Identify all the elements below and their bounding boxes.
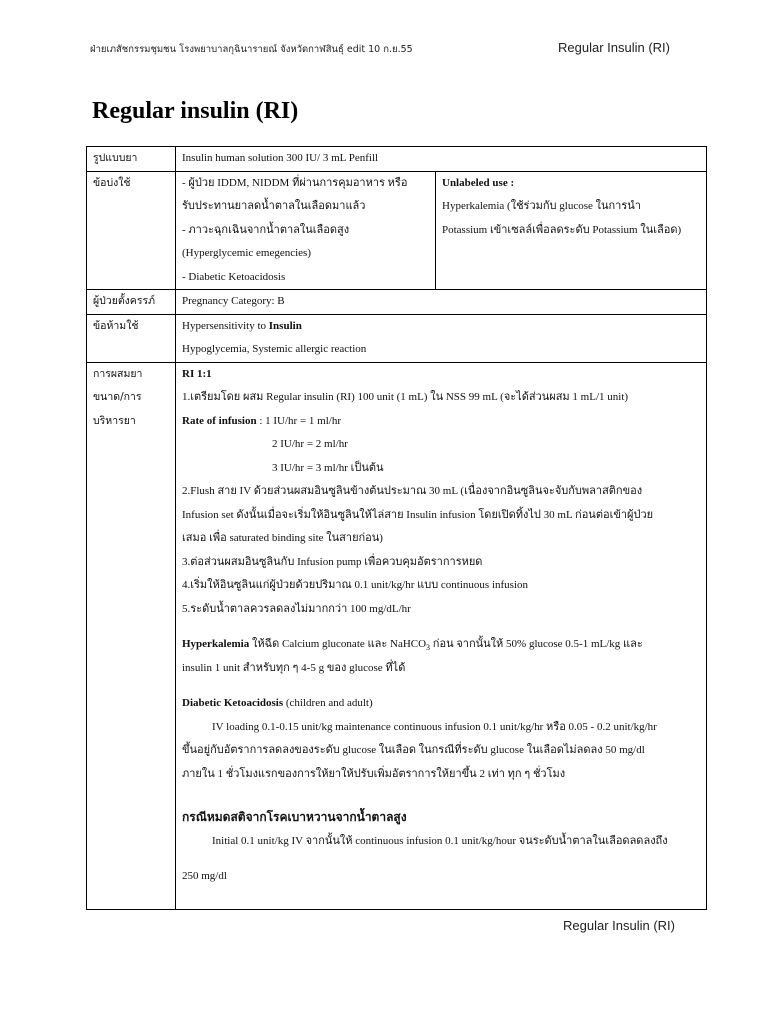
row-dosage-form	[87, 147, 707, 172]
dka-line: ขึ้นอยู่กับอัตราการลดลงของระดับ glucose ในเลือด ในกรณีที่ระดับ glucose ในเลือดไม่ลดลง 50 mg/dl	[182, 744, 645, 756]
contraindication-line	[182, 315, 700, 339]
dka-heading	[182, 692, 700, 716]
step-1: 1.เตรียมโดย ผสม Regular insulin (RI) 100 unit (1 mL) ใน NSS 99 mL (จะได้ส่วนผสม 1 mL/1 unit)	[182, 391, 629, 403]
label-administration-line: ขนาด/การ	[93, 391, 142, 403]
spacer	[182, 786, 700, 806]
administration-cell	[176, 362, 707, 909]
header-department: ฝ่ายเภสัชกรรมชุมชน โรงพยาบาลกุฉินารายณ์ จังหวัดกาฬสินธุ์ edit 10 ก.ย.55	[90, 44, 413, 55]
label-indications: ข้อบ่งใช้	[87, 171, 176, 290]
coma-line: 250 mg/dl	[182, 870, 227, 882]
contraindication-prefix: Hypersensitivity to	[182, 319, 269, 332]
spacer	[182, 853, 700, 865]
unlabeled-use-title: Unlabeled use :	[442, 176, 515, 189]
spacer	[182, 680, 700, 692]
spacer	[182, 889, 700, 909]
coma-line: Initial 0.1 unit/kg IV จากนั้นให้ continuous infusion 0.1 unit/kg/hour จนระดับน้ำตาลในเลือดลดลงถึง	[212, 834, 668, 847]
document-title: Regular insulin (RI)	[92, 98, 299, 124]
indication-line: - Diabetic Ketoacidosis	[182, 270, 286, 283]
label-pregnancy: ผู้ป่วยตั้งครรภ์	[87, 290, 176, 315]
hyperkalemia-text-a: ให้ฉีด Calcium gluconate และ NaHCO	[249, 638, 427, 650]
dosage-form-text: Insulin human solution 300 IU/ 3 mL Penfill	[176, 147, 707, 172]
dka-suffix: (children and adult)	[283, 697, 373, 709]
indication-line: - ผู้ป่วย IDDM, NIDDM ที่ผ่านการคุมอาหาร หรือ	[182, 176, 408, 189]
unlabeled-use	[436, 172, 706, 290]
drug-info-table	[86, 146, 707, 910]
coma-title: กรณีหมดสติจากโรคเบาหวานจากน้ำตาลสูง	[182, 810, 407, 824]
label-administration	[87, 362, 176, 909]
indication-line: - ภาวะฉุกเฉินจากน้ำตาลในเลือดสูง	[182, 223, 350, 236]
hyperkalemia-subscript: 3	[426, 643, 431, 653]
step-4: 4.เริ่มให้อินซูลินแก่ผู้ป่วยด้วยปริมาณ 0.1 unit/kg/hr แบบ continuous infusion	[182, 579, 529, 591]
page-footer: Regular Insulin (RI)	[563, 918, 675, 933]
rate-of-infusion-label: Rate of infusion	[182, 414, 257, 427]
row-administration	[87, 362, 707, 909]
contraindication-drug: Insulin	[268, 319, 302, 332]
unlabeled-use-line: Hyperkalemia (ใช้ร่วมกับ glucose ในการนำ	[442, 200, 641, 212]
dka-label: Diabetic Ketoacidosis	[182, 697, 284, 709]
step-5: 5.ระดับน้ำตาลควรลดลงไม่มากกว่า 100 mg/dL/hr	[182, 602, 411, 615]
indications-grid	[176, 172, 706, 290]
indication-line: (Hyperglycemic emegencies)	[182, 247, 311, 259]
dka-line: IV loading 0.1-0.15 unit/kg maintenance continuous infusion 0.1 unit/kg/hr หรือ 0.05 - 0.2 unit/kg/hr	[212, 720, 657, 733]
hyperkalemia-text-b: ก่อน จากนั้นให้ 50% glucose 0.5-1 mL/kg และ	[430, 638, 643, 650]
contraindication-line: Hypoglycemia, Systemic allergic reaction	[182, 343, 367, 355]
row-pregnancy	[87, 290, 707, 315]
header-drug-name: Regular Insulin (RI)	[558, 40, 670, 55]
label-administration-line: การผสมยา	[93, 367, 143, 380]
hyperkalemia-label: Hyperkalemia	[182, 638, 250, 650]
rate-of-infusion-first: : 1 IU/hr = 1 ml/hr	[256, 414, 341, 427]
indications-list	[176, 172, 436, 290]
page-header	[90, 42, 670, 60]
label-administration-line: บริหารยา	[93, 414, 136, 427]
rate-line: 3 IU/hr = 3 ml/hr เป็นต้น	[272, 461, 384, 474]
hyperkalemia-line	[182, 633, 700, 657]
step-2-line: 2.Flush สาย IV ด้วยส่วนผสมอินซูลินข้างต้นประมาณ 30 mL (เนื่องจากอินซูลินจะจับกับพลาสติกของ	[182, 485, 643, 497]
spacer	[182, 621, 700, 633]
mixing-ratio: RI 1:1	[182, 367, 212, 380]
indication-line: รับประทานยาลดน้ำตาลในเลือดมาแล้ว	[182, 200, 366, 212]
unlabeled-use-line: Potassium เข้าเซลล์เพื่อลดระดับ Potassium ในเลือด)	[442, 223, 682, 236]
label-contraindications: ข้อห้ามใช้	[87, 314, 176, 362]
row-indications	[87, 171, 707, 290]
pregnancy-text: Pregnancy Category: B	[176, 290, 707, 315]
rate-of-infusion	[182, 410, 700, 434]
hyperkalemia-line-2: insulin 1 unit สำหรับทุก ๆ 4-5 g ของ glucose ที่ได้	[182, 661, 406, 674]
step-2-line: เสมอ เพื่อ saturated binding site ในสายก่อน)	[182, 532, 383, 544]
step-3: 3.ต่อส่วนผสมอินซูลินกับ Infusion pump เพื่อควบคุมอัตราการหยด	[182, 555, 483, 568]
dka-line: ภายใน 1 ชั่วโมงแรกของการให้ยาให้ปรับเพิ่มอัตราการให้ยาขึ้น 2 เท่า ทุก ๆ ชั่วโมง	[182, 767, 566, 780]
step-2-line: Infusion set ดังนั้นเมื่อจะเริ่มให้อินซูลินให้ไล่สาย Insulin infusion โดยเปิดทิ้งไป 30 mL ก่อนต่อเข้าผู้ป่วย	[182, 508, 654, 521]
row-contraindications	[87, 314, 707, 362]
label-dosage-form: รูปแบบยา	[87, 147, 176, 172]
rate-line: 2 IU/hr = 2 ml/hr	[272, 438, 348, 450]
contraindications-cell	[176, 314, 707, 362]
indications-cell	[176, 171, 707, 290]
